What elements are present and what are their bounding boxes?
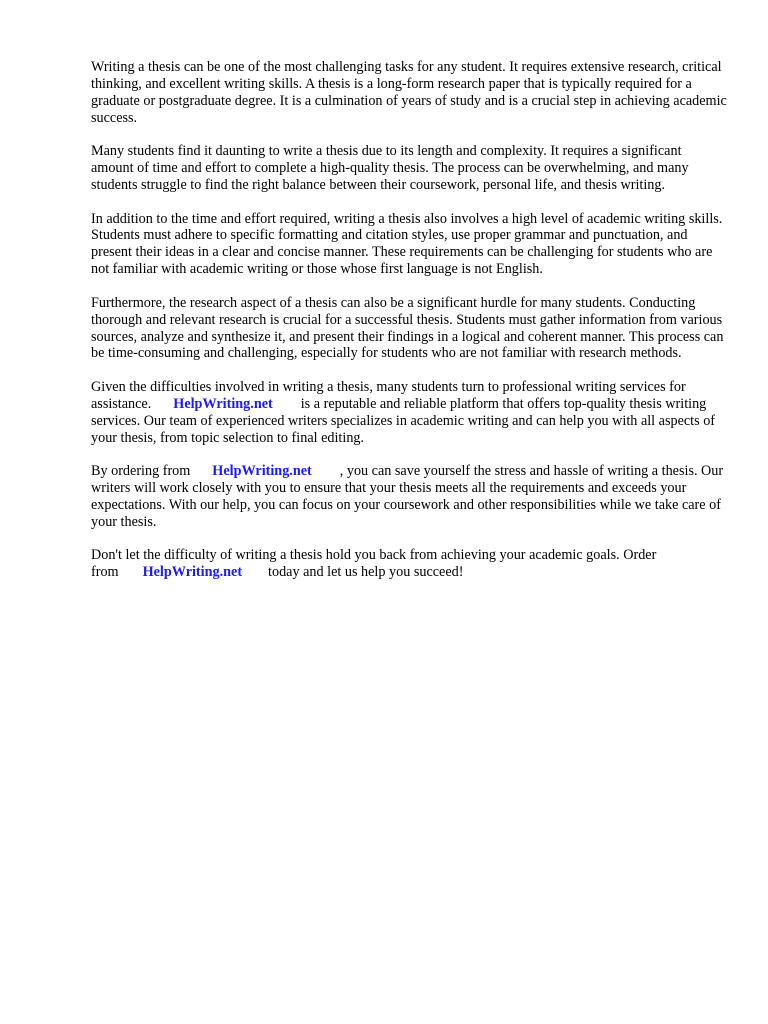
helpwriting-link[interactable]: HelpWriting.net bbox=[142, 564, 243, 581]
document-body bbox=[91, 59, 727, 598]
helpwriting-link[interactable]: HelpWriting.net bbox=[212, 463, 312, 480]
paragraph-services-before: Given the difficulties involved in writing a thesis, many students turn to professional writing services for assistance. bbox=[91, 378, 686, 412]
paragraph-ordering-before: By ordering from bbox=[91, 463, 191, 480]
paragraph-intro: Writing a thesis can be one of the most challenging tasks for any student. It requires extensive research, critical thinking, and excellent writing skills. A thesis is a long-form research paper that is typically required for a graduate or postgraduate degree. It is a culmination of years of study and is a crucial step in achieving academic success. bbox=[91, 59, 727, 126]
paragraph-services-after: is a reputable and reliable platform that offers top-quality thesis writing services. Our team of experienced writers specializes in academic writing and can help you with all aspects of your thesis, from topic selection to final editing. bbox=[91, 395, 716, 446]
paragraph-call-to-action bbox=[91, 547, 727, 581]
paragraph-academic-writing: In addition to the time and effort required, writing a thesis also involves a high level of academic writing skills. Students must adhere to specific formatting and citation styles, use proper grammar and punctuation, and present their ideas in a clear and concise manner. These requirements can be challenging for students who are not familiar with academic writing or those whose first language is not English. bbox=[91, 210, 723, 278]
paragraph-cta-after: today and let us help you succeed! bbox=[268, 564, 464, 581]
helpwriting-link[interactable]: HelpWriting.net bbox=[173, 395, 273, 412]
paragraph-ordering bbox=[91, 463, 727, 531]
paragraph-services bbox=[91, 379, 727, 447]
paragraph-difficulty: Many students find it daunting to write a thesis due to its length and complexity. It requires a significant amount of time and effort to complete a high-quality thesis. The process can be overwhelming, and many students struggle to find the right balance between their coursework, personal life, and thesis writing. bbox=[91, 143, 689, 194]
paragraph-cta-before: Don't let the difficulty of writing a thesis hold you back from achieving your academic goals. Order from bbox=[91, 547, 657, 581]
paragraph-ordering-after: , you can save yourself the stress and hassle of writing a thesis. Our writers will work closely with you to ensure that your thesis meets all the requirements and exceeds your expectations. With our help, you can focus on your coursework and other responsibilities while we take care of your thesis. bbox=[91, 463, 724, 530]
paragraph-research: Furthermore, the research aspect of a thesis can also be a significant hurdle for many students. Conducting thorough and relevant research is crucial for a successful thesis. Students must gather information from various sources, analyze and synthesize it, and present their findings in a logical and coherent manner. This process can be time-consuming and challenging, especially for students who are not familiar with research methods. bbox=[91, 294, 724, 362]
